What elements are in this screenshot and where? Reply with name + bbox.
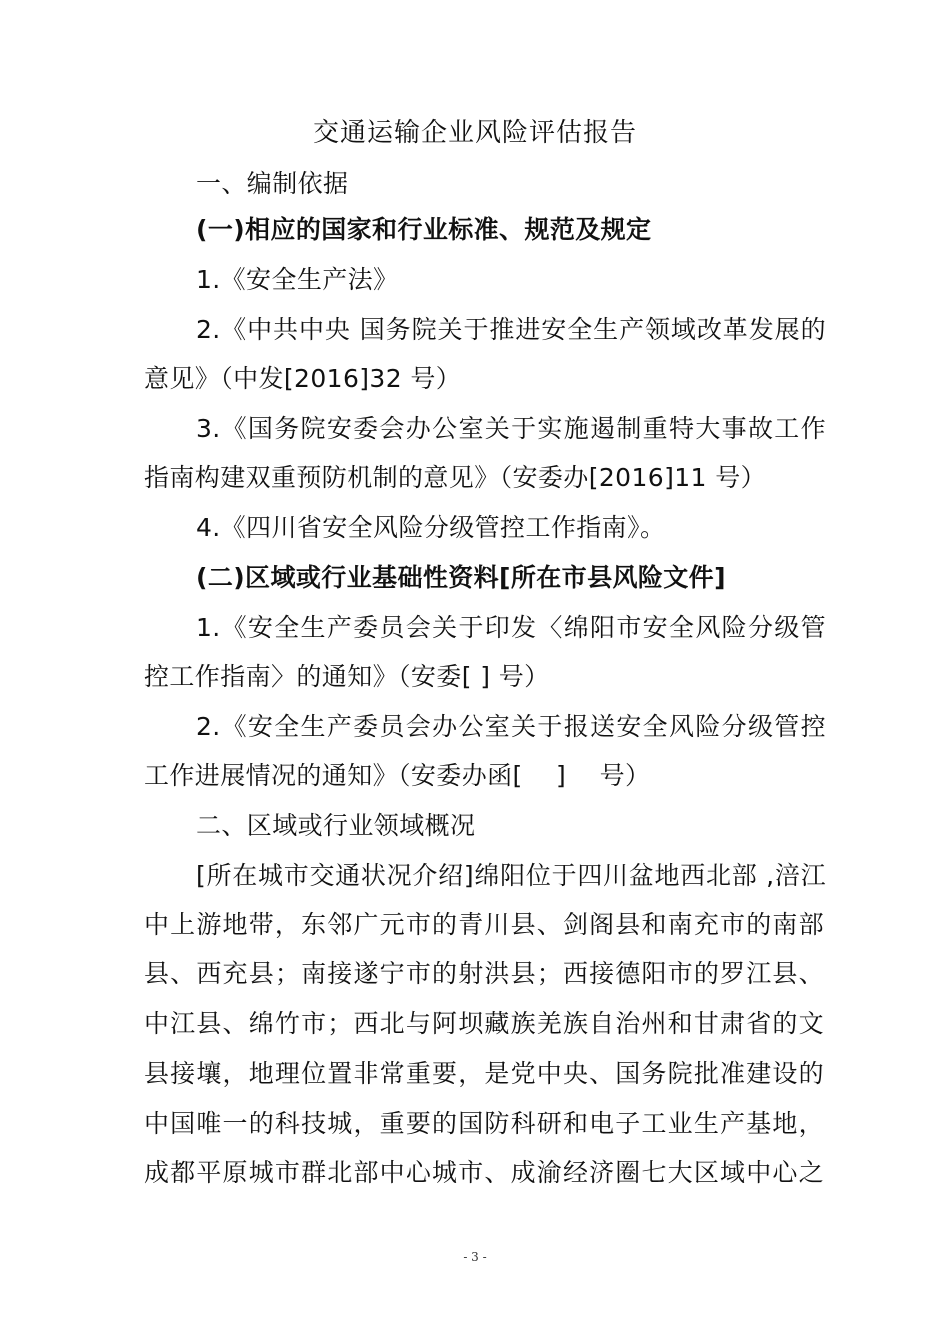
standard-item-4: 4.《四川省安全风险分级管控工作指南》。 [196, 513, 666, 542]
overview-paragraph-line: 中江县、绵竹市；西北与阿坝藏族羌族自治州和甘肃省的文 [144, 1009, 824, 1038]
overview-paragraph-line: 成都平原城市群北部中心城市、成渝经济圈七大区域中心之 [144, 1158, 824, 1187]
section-heading-basis: 一、编制依据 [196, 169, 349, 198]
page-number: - 3 - [463, 1250, 487, 1264]
overview-paragraph-line: [所在城市交通状况介绍]绵阳位于四川盆地西北部 ,涪江 [196, 861, 826, 890]
regional-item-1-line-2: 控工作指南〉的通知》（安委[ ] 号） [144, 662, 550, 691]
subsection-heading-regional: (二)区域或行业基础性资料[所在市县风险文件] [196, 563, 726, 592]
standard-item-2-line-2: 意见》（中发[2016]32 号） [144, 364, 462, 393]
standard-item-1: 1.《安全生产法》 [196, 265, 399, 294]
subsection-heading-standards: (一)相应的国家和行业标准、规范及规定 [196, 215, 652, 244]
overview-paragraph-line: 中国唯一的科技城，重要的国防科研和电子工业生产基地， [144, 1109, 824, 1138]
regional-item-2-line-1: 2.《安全生产委员会办公室关于报送安全风险分级管控 [196, 712, 826, 741]
regional-item-2-line-2: 工作进展情况的通知》（安委办函[ ] 号） [144, 761, 651, 790]
standard-item-3-line-2: 指南构建双重预防机制的意见》（安委办[2016]11 号） [144, 463, 766, 492]
document-title: 交通运输企业风险评估报告 [312, 118, 637, 148]
overview-paragraph-line: 县接壤，地理位置非常重要，是党中央、国务院批准建设的 [144, 1059, 824, 1088]
regional-item-1-line-1: 1.《安全生产委员会关于印发〈绵阳市安全风险分级管 [196, 613, 826, 642]
standard-item-2-line-1: 2.《中共中央 国务院关于推进安全生产领域改革发展的 [196, 315, 826, 344]
section-heading-overview: 二、区域或行业领域概况 [196, 811, 476, 840]
overview-paragraph-line: 中上游地带，东邻广元市的青川县、剑阁县和南充市的南部 [144, 910, 824, 939]
standard-item-3-line-1: 3.《国务院安委会办公室关于实施遏制重特大事故工作 [196, 414, 826, 443]
overview-paragraph-line: 县、西充县；南接遂宁市的射洪县；西接德阳市的罗江县、 [144, 959, 824, 988]
